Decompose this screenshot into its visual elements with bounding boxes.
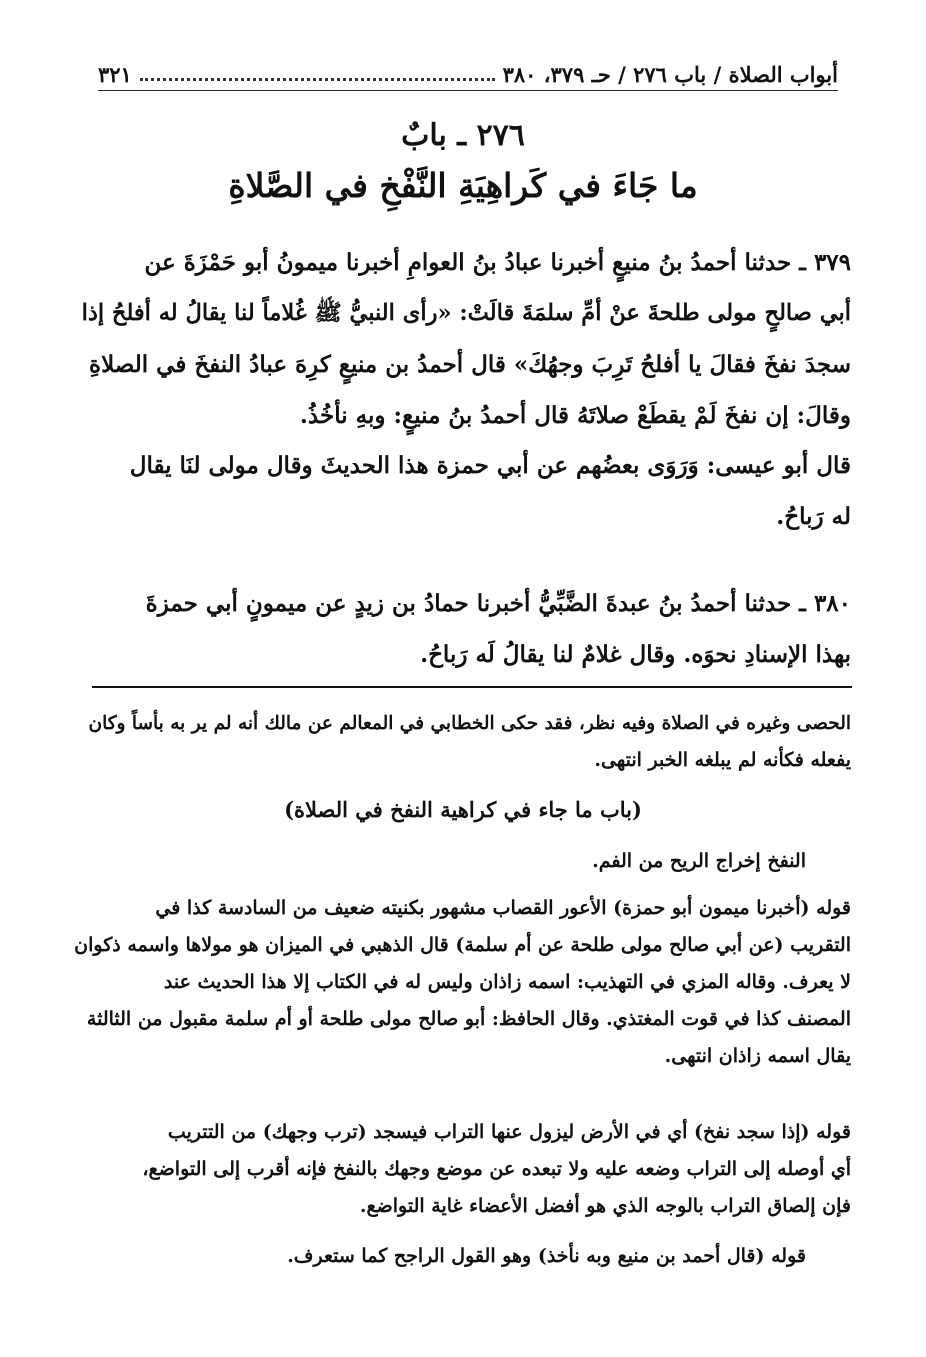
running-header [98, 58, 838, 91]
hadith-379-line: سجدَ نفخَ فقالَ يا أفلحُ تَرِبَ وجهُكَ» قال أحمدُ بن منيعٍ كرِهَ عبادُ النفخَ في الصلاةِ [89, 351, 851, 378]
abu-isa-comment-line: قال أبو عيسى: وَرَوَى بعضُهم عن أبي حمزة هذا الحديثَ وقال مولى لنَا يقال [129, 452, 851, 479]
commentary-note-isnad [71, 890, 851, 1075]
hadith-379-line: وقالَ: إن نفخَ لَمْ يقطَعْ صلاتَهُ قال أحمدُ بنُ منيعٍ: وبهِ نأخُذُ. [299, 402, 851, 429]
chapter-number: ٢٧٦ ـ بابٌ [401, 118, 525, 153]
abu-isa-comment-line: له رَباحُ. [776, 503, 851, 530]
commentary-line: قوله (قال أحمد بن منيع وبه نأخذ) وهو القول الراجح كما ستعرف. [287, 1245, 806, 1267]
hadith-379 [71, 237, 851, 441]
chapter-title: ما جَاءَ في كَراهِيَةِ النَّفْخِ في الصَّلاةِ [228, 166, 698, 205]
hadith-380 [71, 578, 851, 680]
commentary-line: المصنف كذا في قوت المغتذي. وقال الحافظ: أبو صالح مولى طلحة أو أم سلمة مقبول من الثالثة [86, 1008, 851, 1030]
commentary-line: أي أوصله إلى التراب وضعه عليه ولا تبعده عن موضع وجهك بالنفخ فإنه أقرب إلى التواضع، [142, 1158, 851, 1180]
abu-isa-comment [71, 440, 851, 542]
commentary-note-continued [71, 705, 851, 779]
hadith-380-line: ٣٨٠ ـ حدثنا أحمدُ بنُ عبدةَ الضَّبِّيُّ أخبرنا حمادُ بن زيدٍ عن ميمونٍ أبي حمزةَ [145, 590, 851, 617]
commentary-line: قوله (أخبرنا ميمون أبو حمزة) الأعور القصاب مشهور بكنيته ضعيف من السادسة كذا في [155, 897, 851, 919]
running-title: أبواب الصلاة / باب ٢٧٦ / حـ ٣٧٩، ٣٨٠ [502, 61, 838, 87]
commentary-line: النفخ إخراج الريح من الفم. [592, 850, 806, 872]
page-number: ٣٢١ [98, 61, 132, 87]
commentary-note-ahmad [26, 1238, 806, 1275]
commentary-line: لا يعرف. وقاله المزي في التهذيب: اسمه زاذان وليس له في الكتاب إلا هذا الحديث عند [163, 971, 851, 993]
hadith-379-line: أبي صالحٍ مولى طلحةَ عنْ أمِّ سلمَةَ قالَتْ: «رأى النبيُّ ﷺ غُلاماً لنا يقالُ له أفلحُ إذا [81, 300, 851, 326]
commentary-line: يفعله فكأنه لم يبلغه الخبر انتهى. [594, 749, 851, 771]
commentary-section-heading: (باب ما جاء في كراهية النفخ في الصلاة) [284, 797, 642, 822]
commentary-line: الحصى وغيره في الصلاة وفيه نظر، فقد حكى الخطابي في المعالم عن مالك أنه لم ير به بأساً وكان [88, 713, 851, 734]
hadith-380-line: بهذا الإسنادِ نحوَه. وقال غلامٌ لنا يقالُ لَه رَباحُ. [420, 641, 851, 668]
commentary-line: قوله (إذا سجد نفخ) أي في الأرض ليزول عنها التراب فيسجد (ترب وجهك) من التتريب [167, 1121, 851, 1143]
commentary-line: يقال اسمه زاذان انتهى. [664, 1045, 851, 1067]
header-dotted-leader [140, 68, 495, 81]
commentary-definition [26, 843, 806, 880]
hadith-379-line: ٣٧٩ ـ حدثنا أحمدُ بنُ منيعٍ أخبرنا عبادُ بنُ العوامِ أخبرنا ميمونُ أبو حَمْزَةَ عن [144, 249, 851, 276]
commentary-line: فإن إلصاق التراب بالوجه الذي هو أفضل الأعضاء غاية التواضع. [359, 1195, 851, 1217]
commentary-note-sujud [71, 1114, 851, 1225]
footnote-divider [92, 686, 852, 688]
commentary-line: التقريب (عن أبي صالح مولى طلحة عن أم سلمة) قال الذهبي في الميزان هو مولاها واسمه ذكوان [74, 934, 851, 956]
